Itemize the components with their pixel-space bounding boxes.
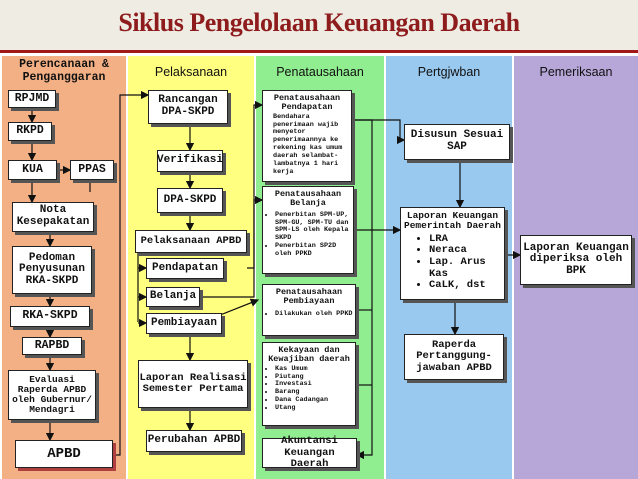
- kekayaan-title: Kekayaan dan Kewajiban daerah: [268, 345, 350, 364]
- apbd-box: APBD: [15, 440, 113, 468]
- pembiayaan-box: Pembiayaan: [146, 313, 222, 334]
- raperda-box: Raperda Pertanggung-jawaban APBD: [404, 334, 504, 380]
- kekayaan-item: • Kas Umum: [275, 366, 355, 374]
- laporan-realisasi-box: Laporan Realisasi Semester Pertama: [138, 360, 248, 408]
- laporan-keuangan-list: [401, 234, 504, 292]
- penatausahaan-pendapatan-box: [262, 90, 352, 182]
- laporan-item: • CaLK, dst: [429, 280, 504, 292]
- akuntansi-box: Akuntansi Keuangan Daerah: [262, 438, 357, 468]
- pendapatan-text: Bendahara penerimaan wajib menyetor penerimaannya ke rekening kas umum daerah selambat-lambatnya 1 hari kerja: [273, 112, 343, 176]
- page-title: Siklus Pengelolaan Keuangan Daerah: [118, 8, 520, 37]
- pelaksanaan-apbd-box: Pelaksanaan APBD: [135, 230, 247, 253]
- penatausahaan-pembiayaan-box: [262, 284, 356, 336]
- column-header-pelaksanaan: Pelaksanaan: [128, 56, 254, 88]
- belanja-list: [263, 212, 353, 259]
- penatausahaan-belanja-box: [262, 186, 354, 274]
- rpjmd-box: RPJMD: [8, 90, 56, 108]
- kekayaan-item: • Barang: [275, 389, 355, 397]
- rkpd-box: RKPD: [8, 122, 52, 141]
- pembiayaan-title: Penatausahaan Pembiayaan: [275, 287, 343, 306]
- pendapatan-title: Penatausahaan Pendapatan: [273, 93, 341, 112]
- laporan-item: • Neraca: [429, 245, 504, 257]
- kekayaan-item: • Investasi: [275, 381, 355, 389]
- verifikasi-box: Verifikasi: [157, 150, 223, 172]
- perubahan-apbd-box: Perubahan APBD: [146, 430, 242, 452]
- laporan-bpk-box: Laporan Keuangan diperiksa oleh BPK: [520, 235, 632, 285]
- pedoman-box: Pedoman Penyusunan RKA-SKPD: [12, 246, 92, 294]
- disusun-sap-box: Disusun Sesuai SAP: [404, 124, 510, 160]
- kekayaan-item: • Dana Cadangan: [275, 397, 355, 405]
- nota-kesepakatan-box: Nota Kesepakatan: [12, 202, 94, 232]
- belanja-item: • Penerbitan SP2D oleh PPKD: [275, 243, 350, 259]
- belanja-item: • Penerbitan SPM-UP, SPM-GU, SPM-TU dan SPM-LS oleh Kepala SKPD: [275, 212, 350, 243]
- column-header-pemeriksaan: Pemeriksaan: [514, 56, 638, 88]
- column-header-perencanaan: Perencanaan & Penganggaran: [2, 56, 126, 88]
- kekayaan-item: • Utang: [275, 405, 355, 413]
- kekayaan-list: [263, 366, 355, 413]
- column-header-pertanggungjawaban: Pertgjwban: [386, 56, 512, 88]
- pendapatan-box: Pendapatan: [146, 258, 224, 279]
- laporan-item: • Lap. Arus Kas: [429, 257, 504, 280]
- column-header-penatausahaan: Penatausahaan: [256, 56, 384, 88]
- ppas-box: PPAS: [70, 160, 114, 180]
- laporan-keuangan-box: [400, 207, 505, 300]
- evaluasi-box: Evaluasi Raperda APBD oleh Gubernur/ Mendagri: [8, 370, 96, 420]
- kekayaan-item: • Piutang: [275, 374, 355, 382]
- belanja-title: Penatausahaan Belanja: [274, 189, 342, 208]
- kua-box: KUA: [8, 160, 57, 180]
- laporan-keuangan-title: Laporan Keuangan Pemerintah Daerah: [404, 210, 501, 232]
- laporan-item: • LRA: [429, 234, 504, 246]
- rapbd-box: RAPBD: [22, 337, 82, 355]
- dpa-skpd-box: DPA-SKPD: [157, 188, 223, 213]
- pembiayaan-item: • Dilakukan oleh PPKD: [275, 311, 355, 319]
- rancangan-dpa-box: Rancangan DPA-SKPD: [148, 90, 228, 124]
- rka-skpd-box: RKA-SKPD: [10, 306, 90, 327]
- belanja-box: Belanja: [146, 287, 200, 307]
- kekayaan-box: [262, 342, 356, 426]
- pembiayaan-list: [263, 311, 355, 319]
